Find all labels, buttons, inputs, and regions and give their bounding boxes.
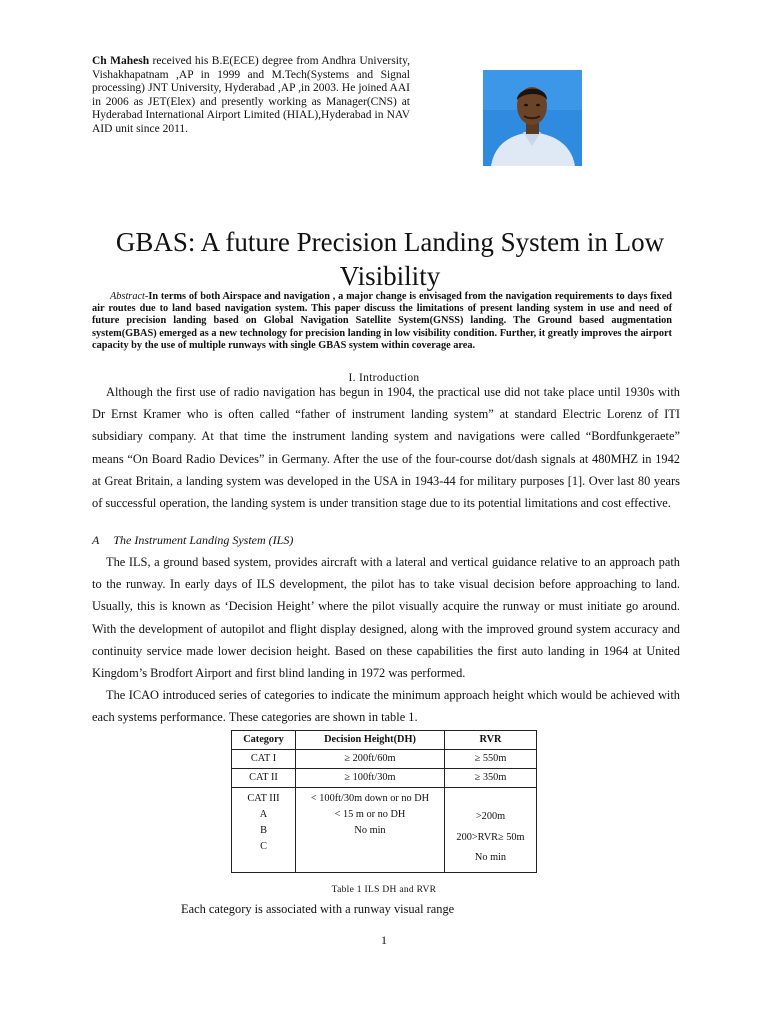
author-bio: [92, 55, 410, 137]
author-name: Ch Mahesh: [92, 55, 150, 67]
table-cell-line: A: [259, 809, 268, 820]
subsection-title: The Instrument Landing System (ILS): [113, 533, 294, 547]
section-heading-introduction: I. Introduction: [348, 372, 420, 384]
ils-category-table: [231, 730, 537, 873]
ils-paragraphs: [92, 551, 680, 729]
table-row: [232, 769, 537, 788]
table-header-cell: Decision Height(DH): [296, 731, 445, 750]
subsection-heading-ils: [92, 533, 293, 548]
table-cell: CAT II: [232, 769, 296, 788]
abstract-text: In terms of both Airspace and navigation , a major change is envisaged from the navigation requirements to days fixed air routes due to land based navigation system. This paper discuss the limitations of present landing system in use and need of future precision landing based on Global Navigation Satellite System(GNSS) landing. The Ground based augmentation system(GBAS) emerged as a new technology for precision landing in low visibility condition. Further, it greatly improves the airport capacity by the use of multiple runways with single GBAS system within coverage area.: [92, 291, 672, 351]
table-cell-line: No min: [354, 825, 386, 836]
body-text-line: Each category is associated with a runway visual range: [181, 902, 455, 916]
table-cell: CAT I: [232, 750, 296, 769]
table-row: [232, 750, 537, 769]
table-cell-line: No min: [474, 852, 507, 863]
page-number: 1: [381, 933, 387, 947]
table-cell-line: >200m: [475, 811, 506, 822]
table-cell-line: C: [260, 841, 267, 852]
abstract-label: Abstract-: [110, 291, 149, 302]
table-header-cell: RVR: [445, 731, 537, 750]
ils-paragraph-2: The ICAO introduced series of categories to indicate the minimum approach height which would be achieved with each systems performance. These categories are shown in table 1.: [92, 688, 680, 725]
table-cell: [232, 788, 296, 873]
table-cell: ≥ 350m: [445, 769, 537, 788]
table-cell-line: < 100ft/30m down or no DH: [310, 793, 430, 804]
table-header-cell: Category: [232, 731, 296, 750]
table-cell-line: B: [260, 825, 267, 836]
table-caption: Table 1 ILS DH and RVR: [331, 885, 437, 895]
introduction-paragraph: [92, 381, 680, 514]
table-cell: [296, 788, 445, 873]
author-bio-text: received his B.E(ECE) degree from Andhra University, Vishakhapatnam ,AP in 1999 and M.Tech(Systems and Signal processing) JNT University, Hyderabad ,AP ,in 2003. He joined AAI in 2006 as JET(Elex) and presently working as Manager(CNS) at Hyderabad International Airport Limited (HIAL),Hyderabad in NAV AID unit since 2011.: [92, 55, 410, 135]
ils-paragraph-1: The ILS, a ground based system, provides aircraft with a lateral and vertical guidance relative to an approach path to the runway. In early days of ILS development, the pilot has to take visual decision before approaching to land. Usually, this is known as ‘Decision Height’ where the pilot visually acquire the runway or must initiate go around. With the development of autopilot and flight display designed, along with the improved ground system accuracy and continuity service made lower decision height. Based on these capabilities the first auto landing in 1964 at United Kingdom’s Brodfort Airport and first blind landing in 1972 was performed.: [92, 555, 680, 681]
paper-title: GBAS: A future Precision Landing System in Low Visibility: [115, 227, 665, 291]
introduction-text: Although the first use of radio navigation has begun in 1904, the practical use did not take place until 1930s with Dr Ernst Kramer who is often called “father of instrument landing system” at standard Electric Lorenz of ITI subsidiary company. At that time the instrument landing system and navigations were called “Bordfunkgeraete” means “On Board Radio Devices” in Germany. After the use of the four-course dot/dash signals at 480MHZ in 1942 at Great Britain, a landing system was developed in the USA in 1943-44 for military purposes [1]. Over last 80 years of successful operation, the landing system is under transition stage due to its potential limitations and cost effective.: [92, 385, 680, 511]
subsection-number: A: [92, 533, 100, 547]
table-cell: ≥ 200ft/60m: [296, 750, 445, 769]
table-cell: ≥ 550m: [445, 750, 537, 769]
table-cell-line: CAT III: [247, 793, 280, 804]
table-row: [232, 788, 537, 873]
table-header-row: [232, 731, 537, 750]
author-photo: [483, 70, 582, 166]
table-cell-line: 200>RVR≥ 50m: [456, 832, 525, 843]
table-cell: [445, 788, 537, 873]
abstract: [92, 291, 672, 352]
table-cell-line: < 15 m or no DH: [334, 809, 406, 820]
table-cell: ≥ 100ft/30m: [296, 769, 445, 788]
